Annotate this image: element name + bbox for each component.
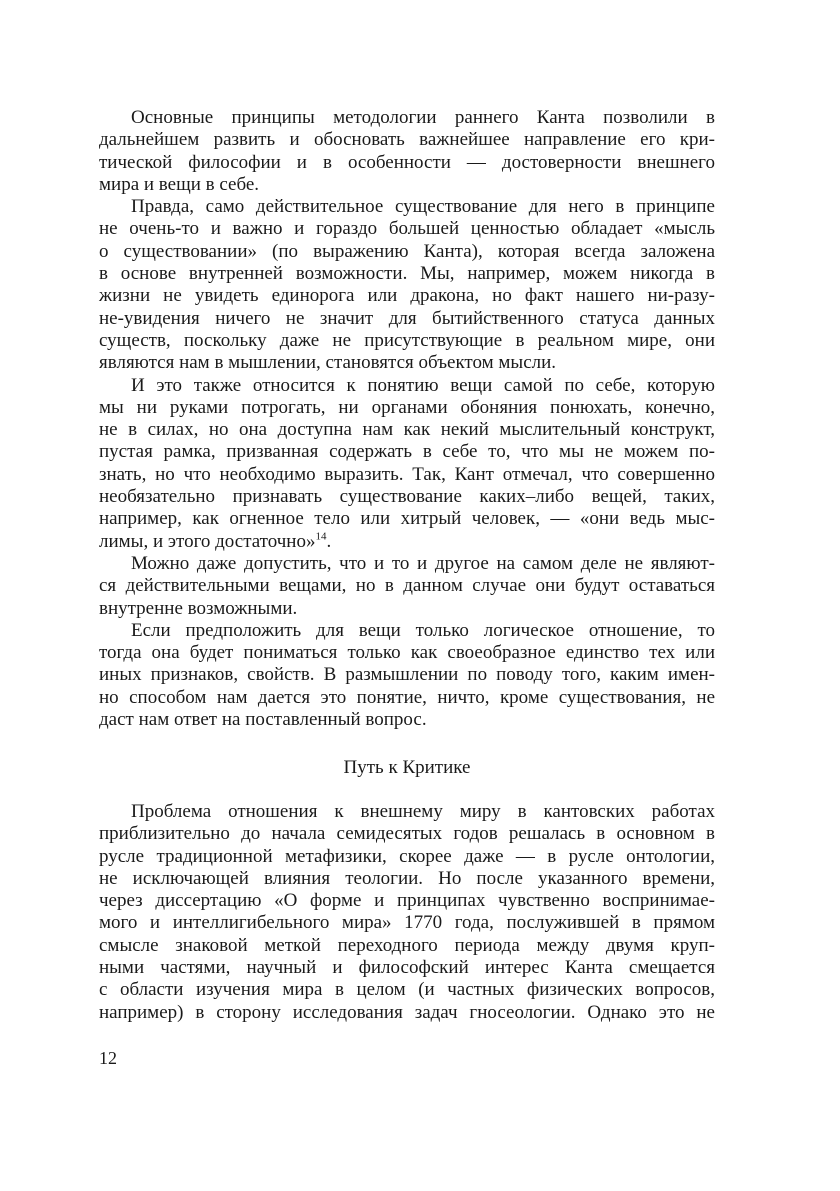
text-line: знать, но что необходимо выразить. Так, Кант отмечал, что совершенно	[99, 463, 715, 485]
text-line: пустая рамка, призванная содержать в себе то, что мы не можем по-	[99, 441, 715, 463]
text-line: ными частями, научный и философский интерес Канта смещается	[99, 957, 715, 979]
text-line: мы ни руками потрогать, ни органами обоняния понюхать, конечно,	[99, 396, 715, 418]
text-line: Можно даже допустить, что и то и другое на самом деле не являют-	[131, 552, 715, 574]
paragraph	[99, 620, 715, 731]
text-line: ся действительными вещами, но в данном случае они будут оставаться	[99, 575, 715, 597]
text-line: Если предположить для вещи только логическое отношение, то	[131, 619, 715, 641]
text-line: русле традиционной метафизики, скорее даже — в русле онтологии,	[99, 845, 715, 867]
section-2-text	[99, 801, 715, 1024]
text-line: И это также относится к понятию вещи самой по себе, которую	[131, 374, 715, 396]
text-line: жизни не увидеть единорога или дракона, но факт нашего ни-разу-	[99, 285, 715, 307]
text-line: не исключающей влияния теологии. Но после указанного времени,	[99, 867, 715, 889]
text-line: даст нам ответ на поставленный вопрос.	[99, 709, 427, 731]
text-line: смысле знаковой меткой переходного периода между двумя круп-	[99, 934, 715, 956]
paragraph	[99, 196, 715, 374]
text-line: например) в сторону исследования задач гносеологии. Однако это не	[99, 1001, 715, 1023]
text-line: Основные принципы методологии раннего Канта позволили в	[131, 107, 715, 128]
text-line: являются нам в мышлении, становятся объектом мысли.	[99, 352, 557, 374]
section-heading: Путь к Критике	[343, 757, 471, 778]
text-line: но способом нам дается это понятие, ничто, кроме существования, не	[99, 686, 715, 708]
text-line: мира и вещи в себе.	[99, 173, 260, 195]
footnote-reference[interactable]: 14	[315, 530, 327, 543]
text-line: тической философии и в особенности — достоверности внешнего	[99, 151, 715, 173]
text-line: в основе внутренней возможности. Мы, например, можем никогда в	[99, 263, 715, 285]
text-line: дальнейшем развить и обосновать важнейшее направление его кри-	[99, 129, 715, 151]
text-line: внутренне возможными.	[99, 597, 298, 619]
paragraph	[99, 375, 715, 553]
footnote-tail: .	[326, 530, 332, 552]
paragraph	[99, 801, 715, 1024]
section-1-text	[99, 107, 715, 731]
text-line: не-увидения ничего не значит для бытийственного статуса данных	[99, 307, 715, 329]
text-line: с области изучения мира в целом (и частных физических вопросов,	[99, 979, 715, 1001]
page-number: 12	[99, 1048, 117, 1068]
text-line: необязательно признавать существование каких–либо вещей, таких,	[99, 486, 715, 508]
text-line: через диссертацию «О форме и принципах чувственно воспринимае-	[99, 890, 715, 912]
text-line: лимы, и этого достаточно»$^{14}$.	[99, 530, 332, 552]
text-line: иных признаков, свойств. В размышлении по поводу того, каким имен-	[99, 664, 715, 686]
text-line: мого и интеллигибельного мира» 1770 года, послужившей в прямом	[99, 912, 715, 934]
text-line: Правда, само действительное существование для него в принципе	[131, 196, 715, 218]
text-line: о существовании» (по выражению Канта), которая всегда заложена	[99, 240, 715, 262]
text-line: существ, поскольку даже не присутствующие в реальном мире, они	[99, 329, 715, 351]
paragraph	[99, 107, 715, 196]
text-line: не очень-то и важно и гораздо большей ценностью обладает «мысль	[99, 218, 715, 240]
text-line: тогда она будет пониматься только как своеобразное единство тех или	[99, 642, 715, 664]
text-line: например, как огненное тело или хитрый человек, — «они ведь мыс-	[99, 508, 715, 530]
text-line: не в силах, но она доступна нам как некий мыслительный конструкт,	[99, 419, 715, 441]
text-line: приблизительно до начала семидесятых годов решалась в основном в	[99, 823, 715, 845]
text-line: Проблема отношения к внешнему миру в кантовских работах	[131, 801, 715, 822]
paragraph	[99, 553, 715, 620]
